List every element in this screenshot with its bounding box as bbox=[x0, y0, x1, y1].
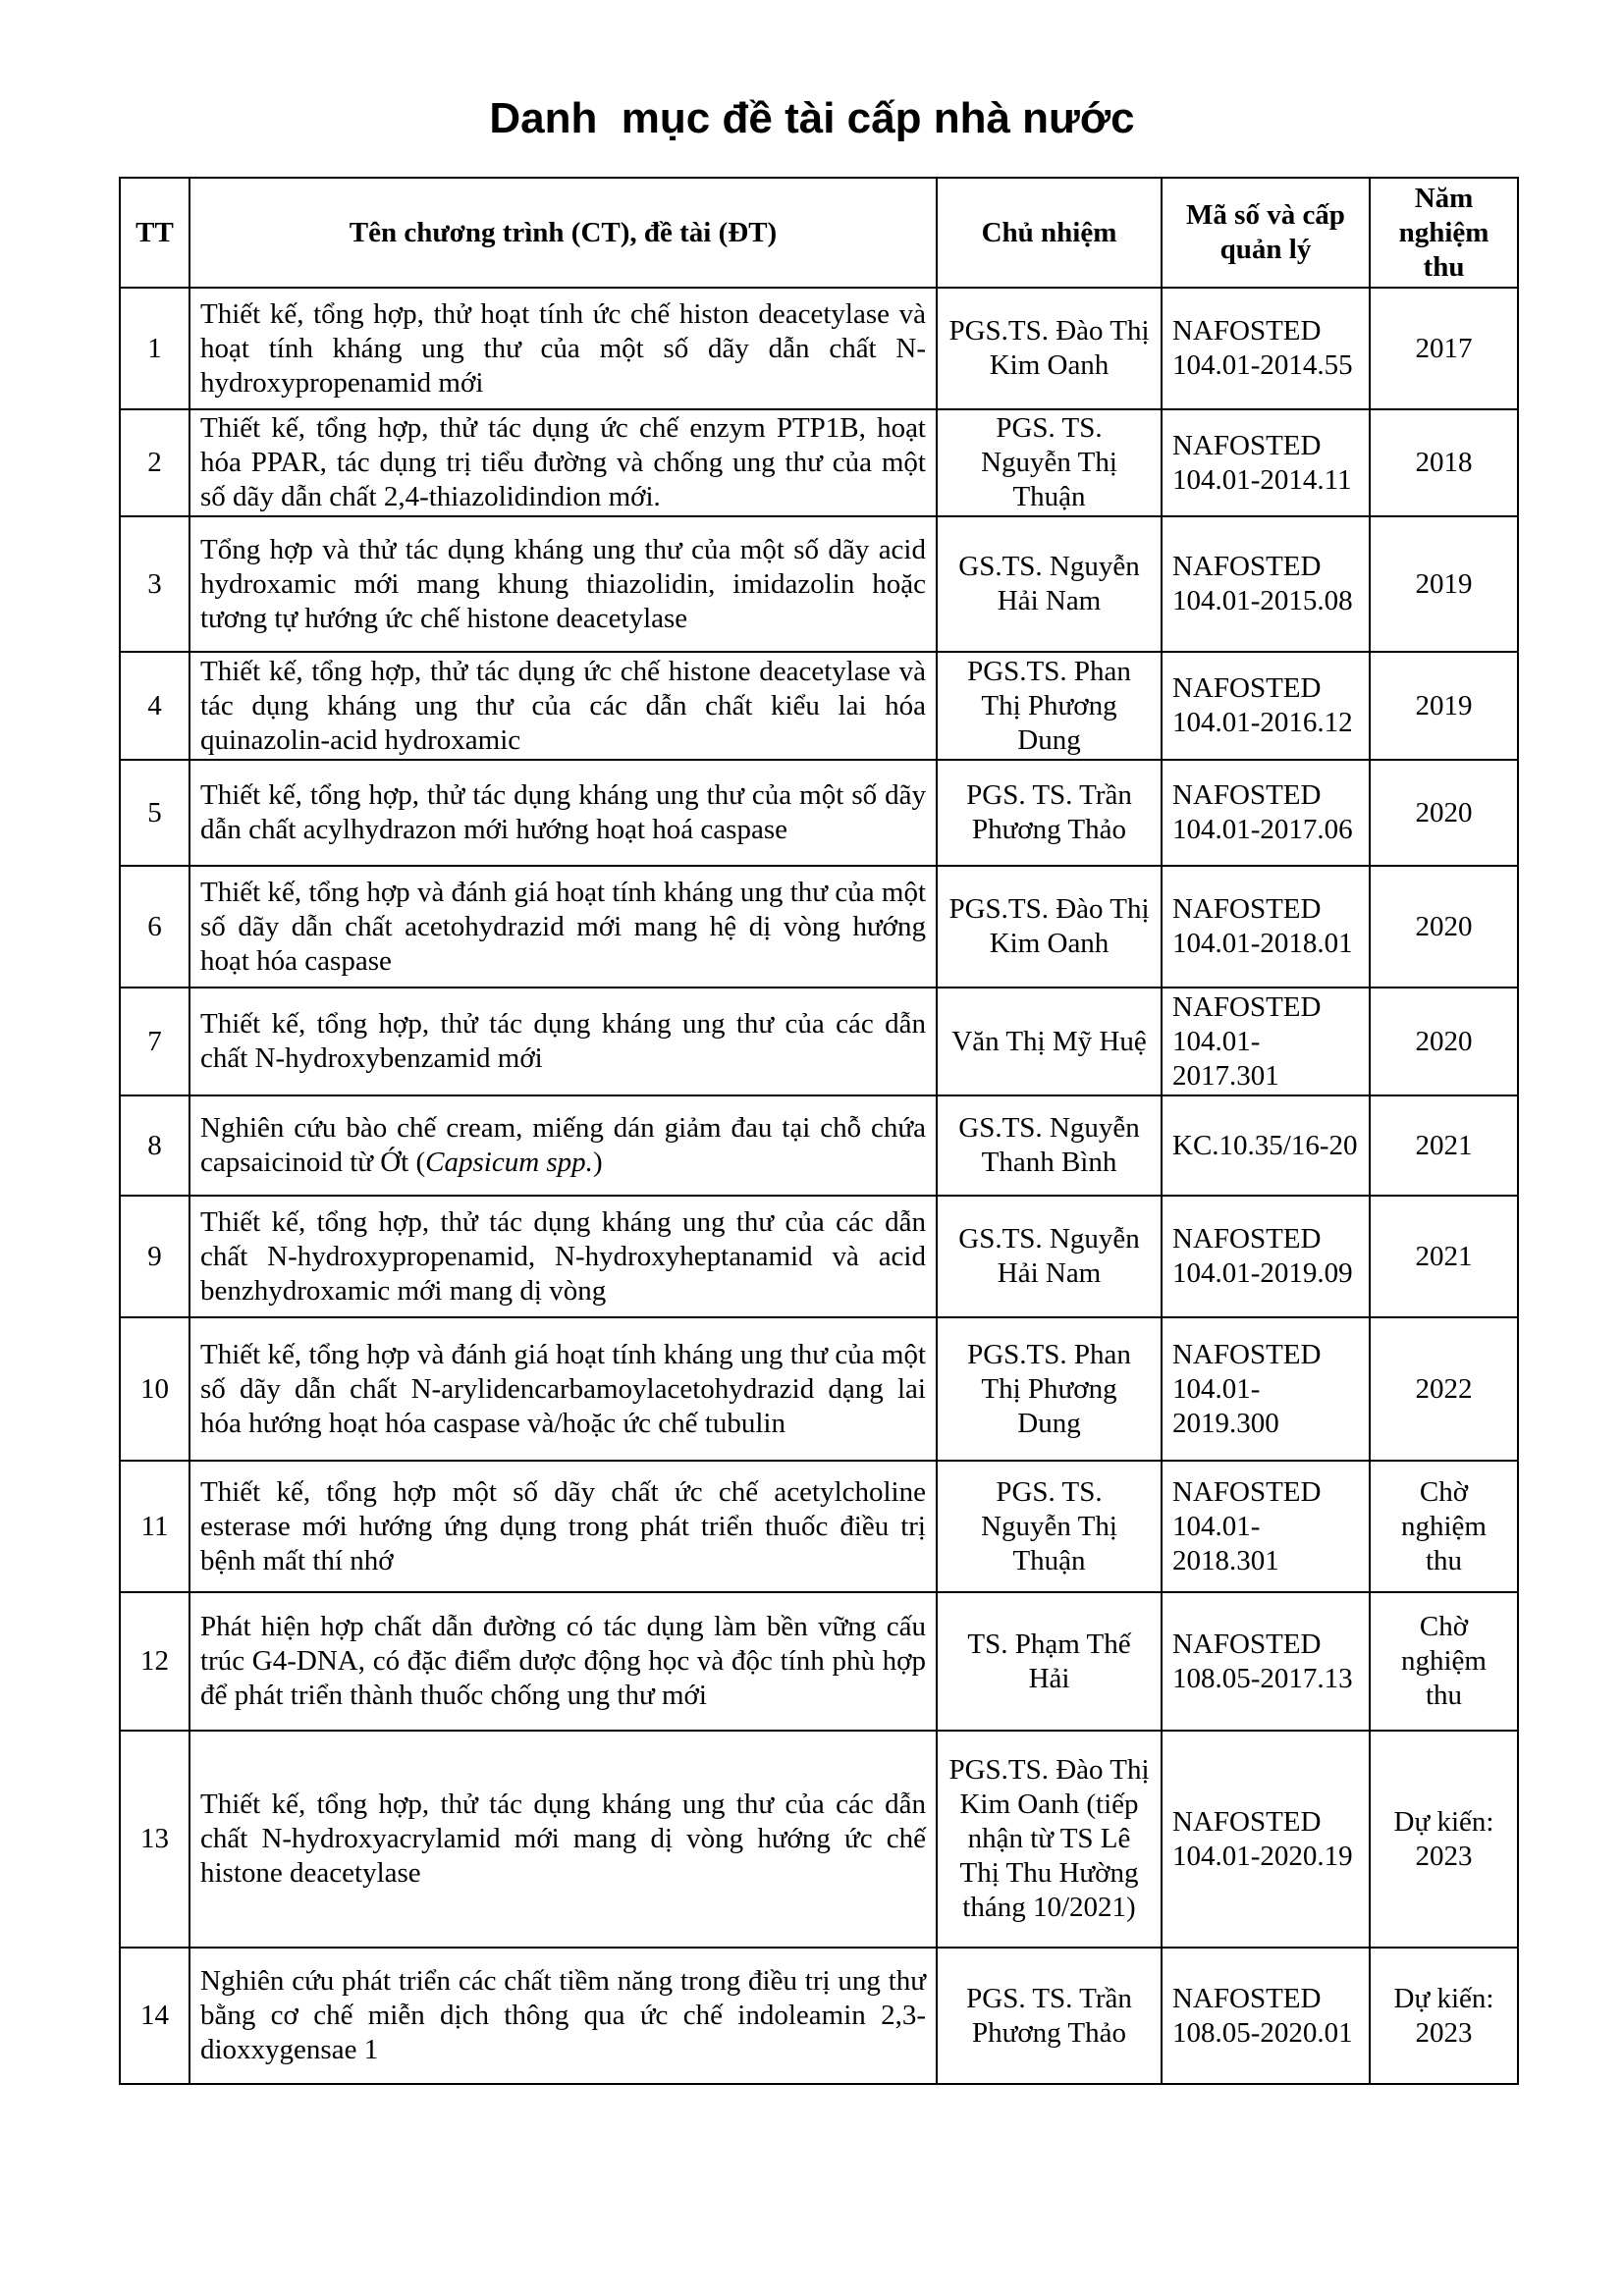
row-number: 9 bbox=[120, 1196, 189, 1317]
row-number: 3 bbox=[120, 516, 189, 652]
row-lead: GS.TS. Nguyễn Thanh Bình bbox=[937, 1095, 1162, 1196]
row-lead: TS. Phạm Thế Hải bbox=[937, 1592, 1162, 1731]
header-lead: Chủ nhiệm bbox=[937, 178, 1162, 288]
row-year: 2018 bbox=[1370, 409, 1518, 516]
row-code: NAFOSTED 104.01-2018.301 bbox=[1162, 1461, 1370, 1592]
row-code: NAFOSTED 104.01-2019.300 bbox=[1162, 1317, 1370, 1461]
row-number: 6 bbox=[120, 866, 189, 988]
row-lead: PGS. TS. Trần Phương Thảo bbox=[937, 760, 1162, 866]
row-code: NAFOSTED 104.01-2014.11 bbox=[1162, 409, 1370, 516]
row-code: NAFOSTED 104.01-2016.12 bbox=[1162, 652, 1370, 760]
row-year: 2017 bbox=[1370, 288, 1518, 409]
row-title: Thiết kế, tổng hợp và đánh giá hoạt tính kháng ung thư của một số dãy dẫn chất N-arylidencarbamoylacetohydrazid dạng lai hóa hướng hoạt hóa caspase và/hoặc ức chế tubulin bbox=[189, 1317, 937, 1461]
row-title bbox=[189, 1095, 937, 1196]
row-lead: PGS.TS. Đào Thị Kim Oanh bbox=[937, 866, 1162, 988]
row-lead: PGS.TS. Đào Thị Kim Oanh bbox=[937, 288, 1162, 409]
row-number: 14 bbox=[120, 1948, 189, 2084]
row-code: NAFOSTED 104.01-2018.01 bbox=[1162, 866, 1370, 988]
row-number: 12 bbox=[120, 1592, 189, 1731]
row-year: 2022 bbox=[1370, 1317, 1518, 1461]
table-row bbox=[120, 1196, 1518, 1317]
row-number: 5 bbox=[120, 760, 189, 866]
row-year: 2021 bbox=[1370, 1095, 1518, 1196]
row-year: 2019 bbox=[1370, 516, 1518, 652]
row-code: NAFOSTED 104.01-2015.08 bbox=[1162, 516, 1370, 652]
row-title: Tổng hợp và thử tác dụng kháng ung thư của một số dãy acid hydroxamic mới mang khung thiazolidin, imidazolin hoặc tương tự hướng ức chế histone deacetylase bbox=[189, 516, 937, 652]
row-title: Thiết kế, tổng hợp, thử hoạt tính ức chế histon deacetylase và hoạt tính kháng ung thư của một số dãy dẫn chất N-hydroxypropenamid mới bbox=[189, 288, 937, 409]
table-row bbox=[120, 1095, 1518, 1196]
row-title-main: Nghiên cứu bào chế cream, miếng dán giảm đau tại chỗ chứa capsaicinoid từ Ớt ( bbox=[200, 1112, 926, 1178]
header-title: Tên chương trình (CT), đề tài (ĐT) bbox=[189, 178, 937, 288]
row-code: NAFOSTED 104.01-2017.06 bbox=[1162, 760, 1370, 866]
row-lead: Văn Thị Mỹ Huệ bbox=[937, 988, 1162, 1095]
row-lead: PGS.TS. Đào Thị Kim Oanh (tiếp nhận từ TS Lê Thị Thu Hường tháng 10/2021) bbox=[937, 1731, 1162, 1948]
row-year: 2019 bbox=[1370, 652, 1518, 760]
table-row bbox=[120, 652, 1518, 760]
row-lead: PGS.TS. Phan Thị Phương Dung bbox=[937, 652, 1162, 760]
row-lead: PGS. TS. Nguyễn Thị Thuận bbox=[937, 409, 1162, 516]
row-number: 1 bbox=[120, 288, 189, 409]
row-code: NAFOSTED 108.05-2017.13 bbox=[1162, 1592, 1370, 1731]
row-year: Dự kiến: 2023 bbox=[1370, 1948, 1518, 2084]
row-title: Nghiên cứu phát triển các chất tiềm năng trong điều trị ung thư bằng cơ chế miễn dịch thông qua ức chế indoleamin 2,3-dioxxygensae 1 bbox=[189, 1948, 937, 2084]
row-number: 2 bbox=[120, 409, 189, 516]
row-year: 2020 bbox=[1370, 988, 1518, 1095]
row-title: Thiết kế, tổng hợp một số dãy chất ức chế acetylcholine esterase mới hướng ứng dụng trong phát triển thuốc điều trị bệnh mất thí nhớ bbox=[189, 1461, 937, 1592]
row-year: 2020 bbox=[1370, 760, 1518, 866]
row-lead: PGS.TS. Phan Thị Phương Dung bbox=[937, 1317, 1162, 1461]
page-title: Danh mục đề tài cấp nhà nước bbox=[489, 94, 1135, 142]
table-row bbox=[120, 1461, 1518, 1592]
row-lead: GS.TS. Nguyễn Hải Nam bbox=[937, 1196, 1162, 1317]
row-code: NAFOSTED 104.01-2014.55 bbox=[1162, 288, 1370, 409]
table-row bbox=[120, 1731, 1518, 1948]
table-row bbox=[120, 288, 1518, 409]
row-title: Thiết kế, tổng hợp, thử tác dụng ức chế histone deacetylase và tác dụng kháng ung thư của các dẫn chất kiểu lai hóa quinazolin-acid hydroxamic bbox=[189, 652, 937, 760]
row-title: Thiết kế, tổng hợp và đánh giá hoạt tính kháng ung thư của một số dãy dẫn chất acetohydrazid mới mang hệ dị vòng hướng hoạt hóa caspase bbox=[189, 866, 937, 988]
row-code: NAFOSTED 104.01-2019.09 bbox=[1162, 1196, 1370, 1317]
row-code: NAFOSTED 104.01-2020.19 bbox=[1162, 1731, 1370, 1948]
table-row bbox=[120, 516, 1518, 652]
row-title: Thiết kế, tổng hợp, thử tác dụng kháng ung thư của các dẫn chất N-hydroxybenzamid mới bbox=[189, 988, 937, 1095]
row-title: Thiết kế, tổng hợp, thử tác dụng kháng ung thư của một số dãy dẫn chất acylhydrazon mới hướng hoạt hoá caspase bbox=[189, 760, 937, 866]
header-code: Mã số và cấp quản lý bbox=[1162, 178, 1370, 288]
table-header-row bbox=[120, 178, 1518, 288]
table-row bbox=[120, 760, 1518, 866]
row-year: Chờ nghiệm thu bbox=[1370, 1592, 1518, 1731]
row-number: 7 bbox=[120, 988, 189, 1095]
row-title-end: ) bbox=[592, 1147, 603, 1178]
row-year: 2020 bbox=[1370, 866, 1518, 988]
row-number: 8 bbox=[120, 1095, 189, 1196]
row-number: 13 bbox=[120, 1731, 189, 1948]
header-tt: TT bbox=[120, 178, 189, 288]
table-row bbox=[120, 1592, 1518, 1731]
table-row bbox=[120, 988, 1518, 1095]
row-title: Thiết kế, tổng hợp, thử tác dụng kháng ung thư của các dẫn chất N-hydroxyacrylamid mới mang dị vòng hướng ức chế histone deacetylase bbox=[189, 1731, 937, 1948]
row-lead: GS.TS. Nguyễn Hải Nam bbox=[937, 516, 1162, 652]
table-row bbox=[120, 409, 1518, 516]
row-code: NAFOSTED 104.01-2017.301 bbox=[1162, 988, 1370, 1095]
row-code: NAFOSTED 108.05-2020.01 bbox=[1162, 1948, 1370, 2084]
row-number: 4 bbox=[120, 652, 189, 760]
table-row bbox=[120, 1948, 1518, 2084]
row-year: Dự kiến: 2023 bbox=[1370, 1731, 1518, 1948]
project-table bbox=[119, 177, 1519, 2085]
row-title: Thiết kế, tổng hợp, thử tác dụng ức chế enzym PTP1B, hoạt hóa PPAR, tác dụng trị tiểu đường và chống ung thư của một số dãy dẫn chất 2,4-thiazolidindion mới. bbox=[189, 409, 937, 516]
row-title: Phát hiện hợp chất dẫn đường có tác dụng làm bền vững cấu trúc G4-DNA, có đặc điểm dược động học và độc tính phù hợp để phát triển thành thuốc chống ung thư mới bbox=[189, 1592, 937, 1731]
row-lead: PGS. TS. Trần Phương Thảo bbox=[937, 1948, 1162, 2084]
row-year: Chờ nghiệm thu bbox=[1370, 1461, 1518, 1592]
table-row bbox=[120, 866, 1518, 988]
table-row bbox=[120, 1317, 1518, 1461]
row-title-italic: Capsicum spp. bbox=[425, 1147, 593, 1178]
row-title: Thiết kế, tổng hợp, thử tác dụng kháng ung thư của các dẫn chất N-hydroxypropenamid, N-hydroxyheptanamid và acid benzhydroxamic mới mang dị vòng bbox=[189, 1196, 937, 1317]
row-code: KC.10.35/16-20 bbox=[1162, 1095, 1370, 1196]
row-lead: PGS. TS. Nguyễn Thị Thuận bbox=[937, 1461, 1162, 1592]
header-year: Năm nghiệm thu bbox=[1370, 178, 1518, 288]
row-number: 11 bbox=[120, 1461, 189, 1592]
row-year: 2021 bbox=[1370, 1196, 1518, 1317]
row-number: 10 bbox=[120, 1317, 189, 1461]
